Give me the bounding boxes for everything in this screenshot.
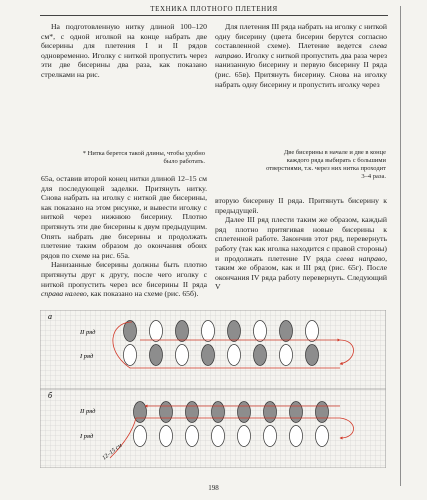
- row-label-ii: II ряд: [80, 408, 96, 415]
- emphasis: справа налево: [41, 289, 87, 299]
- paragraph: [41, 260, 207, 298]
- bead: [124, 321, 137, 342]
- bead: [228, 345, 241, 366]
- paragraph: [215, 215, 387, 292]
- paragraph: [215, 22, 387, 89]
- thread-length-label: 12–15 см: [101, 442, 124, 462]
- bead: [290, 402, 303, 423]
- text-run: Для плетения III ряда набрать на иголку с ниткой одну бисерину (цвета бисерин берутся согласно составленной схеме). Плетение ведется: [215, 22, 387, 51]
- bead: [160, 426, 173, 447]
- text-run: Далее III ряд плести таким же образом, каждый ряд плотно притягивая новые бисерины к сплетенной работе. Закончив этот ряд, перевернуть работу (так как иголка находится с правой стороны) и продолжать плетение IV ряда: [215, 215, 387, 263]
- text-run: . Иголку с ниткой пропустить два раза через нанизанную бисерину и первую бисерину II ряда (рис. 65в). Притянуть бисерину. Снова на иголку набрать одну бисерину и пропустить иголку через: [215, 50, 387, 89]
- bead: [264, 402, 277, 423]
- right-column-intro: [215, 22, 387, 89]
- text-run: Нанизанные бисерины должны быть плотно притянуты друг к другу, после чего иголку с ниткой пропустить через все бисерины II ряда: [41, 260, 207, 289]
- bead: [254, 321, 267, 342]
- bead: [316, 426, 329, 447]
- emphasis: слева направо: [336, 253, 386, 263]
- footnote: * Нитка берется такой длины, чтобы удобно было работать.: [82, 150, 205, 165]
- right-column-body: [215, 196, 387, 292]
- row-label-i: I ряд: [80, 353, 94, 360]
- bead: [202, 345, 215, 366]
- bead: [238, 402, 251, 423]
- bead: [160, 402, 173, 423]
- panel-a-letter: а: [48, 312, 52, 321]
- left-column-body: [41, 174, 207, 299]
- bead: [254, 345, 267, 366]
- bead: [306, 321, 319, 342]
- bead: [186, 402, 199, 423]
- bead: [176, 345, 189, 366]
- paragraph: На подготовленную нитку длиной 100–120 см*, с одной иголкой на конце набрать две бисерины для плетения I и II рядов одновременно. Иголку с ниткой пропустить через эти две бисерины два раза, как показано стрелками на рис.: [41, 22, 207, 79]
- panel-b-letter: б: [48, 391, 53, 400]
- bead: [212, 402, 225, 423]
- bead: [176, 321, 189, 342]
- bead: [280, 345, 293, 366]
- bead: [134, 426, 147, 447]
- bead: [306, 345, 319, 366]
- emphasis: слева направо: [215, 41, 387, 60]
- bead: [212, 426, 225, 447]
- bead: [150, 345, 163, 366]
- text-run: , таким же образом, как и III ряд (рис. 65г). После окончания IV ряда работу перевернуть. Следующий V: [215, 253, 387, 292]
- bead: [228, 321, 241, 342]
- bead: [290, 426, 303, 447]
- paragraph: 65а, оставив второй конец нитки длиной 12–15 см для последующей заделки. Притянуть нитку. Снова набрать на иголку с ниткой две бисерины, как показано на этом рисунке, и вывести иголку с ниткой через нижнюю бисерину. Плотно притянуть эти две бисерины к двум предыдущим. Опять набрать две бисерины и продолжать плетение таким образом до окончания обоих рядов по схеме на рис. 65а.: [41, 174, 207, 260]
- bead: [150, 321, 163, 342]
- bead: [238, 426, 251, 447]
- beading-diagram: [40, 310, 386, 468]
- bead: [280, 321, 293, 342]
- left-column-intro: [41, 22, 207, 80]
- text-run: , как показано на схеме (рис. 65б).: [86, 289, 199, 299]
- running-head: ТЕХНИКА ПЛОТНОГО ПЛЕТЕНИЯ: [150, 5, 278, 13]
- row-label-i: I ряд: [80, 433, 94, 440]
- sidenote: Две бисерины в начале и две в конце каждого ряда выбирать с большими отверстиями, т.к. через них нитка проходит 3–4 раза.: [266, 149, 386, 180]
- page-edge-line: [400, 6, 401, 486]
- bead: [202, 321, 215, 342]
- bead: [124, 345, 137, 366]
- bead: [264, 426, 277, 447]
- paragraph: вторую бисерину II ряда. Притянуть бисерину к предыдущей.: [215, 196, 387, 215]
- page-number: 198: [208, 484, 219, 492]
- row-label-ii: II ряд: [80, 329, 96, 336]
- bead: [186, 426, 199, 447]
- header-rule: [40, 15, 388, 16]
- bead: [316, 402, 329, 423]
